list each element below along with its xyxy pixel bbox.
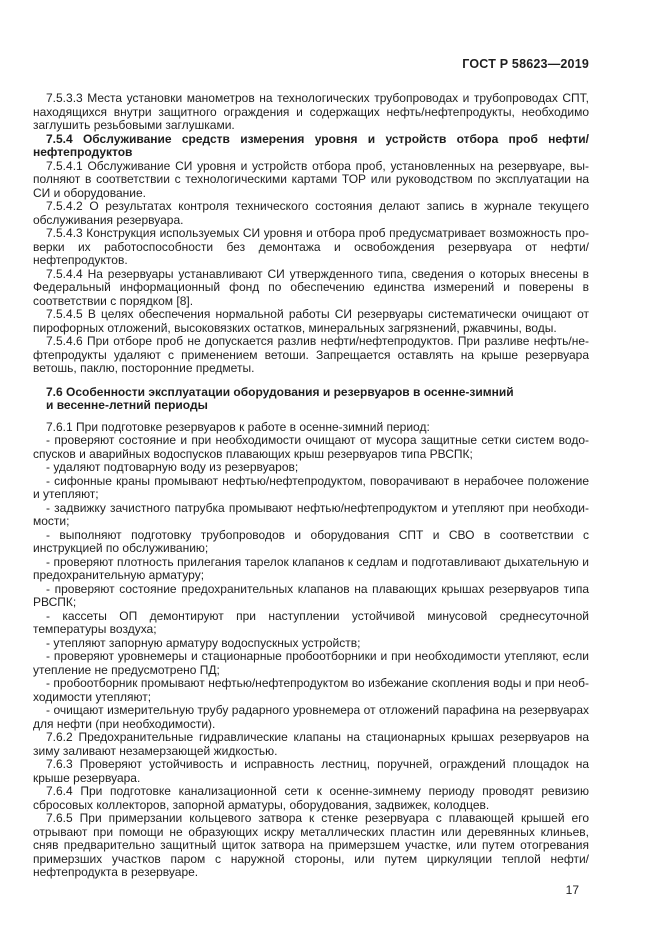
list-item: - проверяют уровнемеры и стационарные пробоотборники и при необходимости утепляют, если утепление не предусмотрено ПД; (33, 649, 589, 677)
list-item: - удаляют подтоварную воду из резервуаров; (46, 460, 299, 474)
list-item: - выполняют подготовку трубопроводов и оборудования СПТ и СВО в соответствии с инструкцией по обслуживанию; (33, 527, 589, 555)
paragraph-7-6-5: 7.6.5 При примерзании кольцевого затвора к стенке резервуара с плавающей крышей его отрывают при помощи не образующих искру металлических пластин или деревянных клиньев, сняв предварительно защитный щиток затвора на примерзшем участке, или путем отогревания примерзших участков паром с наружной стороны, или путем циркуляции теплой нефти/нефтепродукта в резервуаре. (33, 811, 589, 879)
paragraph-7-5-4-6: 7.5.4.6 При отборе проб не допускается разлив нефти/нефтепродуктов. При разливе нефть/нефтепродукты удаляют с применением ветоши. Запрещается оставлять на крыше резервуара ветошь, паклю, посторонние предметы. (33, 334, 589, 375)
list-item: - сифонные краны промывают нефтью/нефтепродуктом, поворачивают в нерабочее положение и утепляют; (33, 473, 589, 501)
paragraph-7-6-4: 7.6.4 При подготовке канализационной сети к осенне-зимнему периоду проводят ревизию сбросовых коллекторов, запорной арматуры, оборудования, задвижек, колодцев. (33, 784, 589, 812)
list-item: - пробоотборник промывают нефтью/нефтепродуктом во избежание скопления воды и при необходимости утепляют; (33, 676, 589, 704)
heading-7-5-4: 7.5.4 Обслуживание средств измерения уровня и устройств отбора проб нефти/нефтепродуктов (33, 131, 589, 159)
paragraph-7-5-4-4: 7.5.4.4 На резервуары устанавливают СИ утвержденного типа, сведения о которых внесены в Федеральный информационный фонд по обеспечению единства измерений и поверены в соответствии с порядком [8]. (33, 266, 589, 308)
paragraph-7-5-4-3: 7.5.4.3 Конструкция используемых СИ уровня и отбора проб предусматривает возможность проверки их работоспособности без демонтажа и освобождения резервуара от нефти/нефтепродуктов. (33, 226, 589, 267)
list-item: - утепляют запорную арматуру водоспускных устройств; (46, 635, 361, 650)
paragraph-7-5-3-3: 7.5.3.3 Места установки манометров на технологических трубопроводах и трубопроводах СПТ, находящихся внутри защитного ограждения и содержащих нефть/нефтепродукты, необходимо заглушить резьбовыми заглушками. (33, 91, 589, 132)
list-item: - проверяют состояние и при необходимости очищают от мусора защитные сетки систем водоспусков и аварийных водоспусков плавающих крыш резервуаров типа РВСПК; (33, 433, 589, 461)
heading-7-6-line2: и весенне-летний периоды (46, 398, 208, 412)
paragraph-7-6-2: 7.6.2 Предохранительные гидравлические клапаны на стационарных крышах резервуаров на зиму заливают незамерзающей жидкостью. (33, 730, 589, 758)
list-item: - очищают измерительную трубу радарного уровнемера от отложений парафина на резервуарах для нефти (при необходимости). (33, 703, 589, 731)
page-number: 17 (565, 882, 579, 897)
heading-7-6-line1: 7.6 Особенности эксплуатации оборудования и резервуаров в осенне-зимний (46, 384, 514, 399)
paragraph-7-5-4-2: 7.5.4.2 О результатах контроля технического состояния делают запись в журнале текущего обслуживания резервуара. (33, 199, 589, 227)
list-item: - проверяют состояние предохранительных клапанов на плавающих крышах резервуаров типа РВСПК; (33, 581, 589, 609)
list-item: - проверяют плотность прилегания тарелок клапанов к седлам и подготавливают дыхательную и предохранительную арматуру; (33, 554, 589, 582)
heading-7-6 (33, 386, 589, 413)
list-item: - кассеты ОП демонтируют при наступлении устойчивой минусовой среднесуточной температуры воздуха; (33, 608, 589, 636)
paragraph-7-6-1: 7.6.1 При подготовке резервуаров к работе в осенне-зимний период: (46, 419, 430, 434)
list-item: - задвижку зачистного патрубка промывают нефтью/нефтепродуктом и утепляют при необходимости; (33, 500, 589, 528)
paragraph-7-6-3: 7.6.3 Проверяют устойчивость и исправность лестниц, поручней, ограждений площадок на крыше резервуара. (33, 757, 589, 785)
running-header: ГОСТ Р 58623—2019 (462, 57, 589, 71)
paragraph-7-5-4-5: 7.5.4.5 В целях обеспечения нормальной работы СИ резервуары систематически очищают от пирофорных отложений, высоковязких остатков, минеральных загрязнений, ржавчины, воды. (33, 307, 589, 335)
paragraph-7-5-4-1: 7.5.4.1 Обслуживание СИ уровня и устройств отбора проб, установленных на резервуаре, выполняют в соответствии с технологическими картами ТОР или руководством по эксплуатации на СИ и оборудование. (33, 158, 589, 200)
document-body (33, 92, 589, 880)
